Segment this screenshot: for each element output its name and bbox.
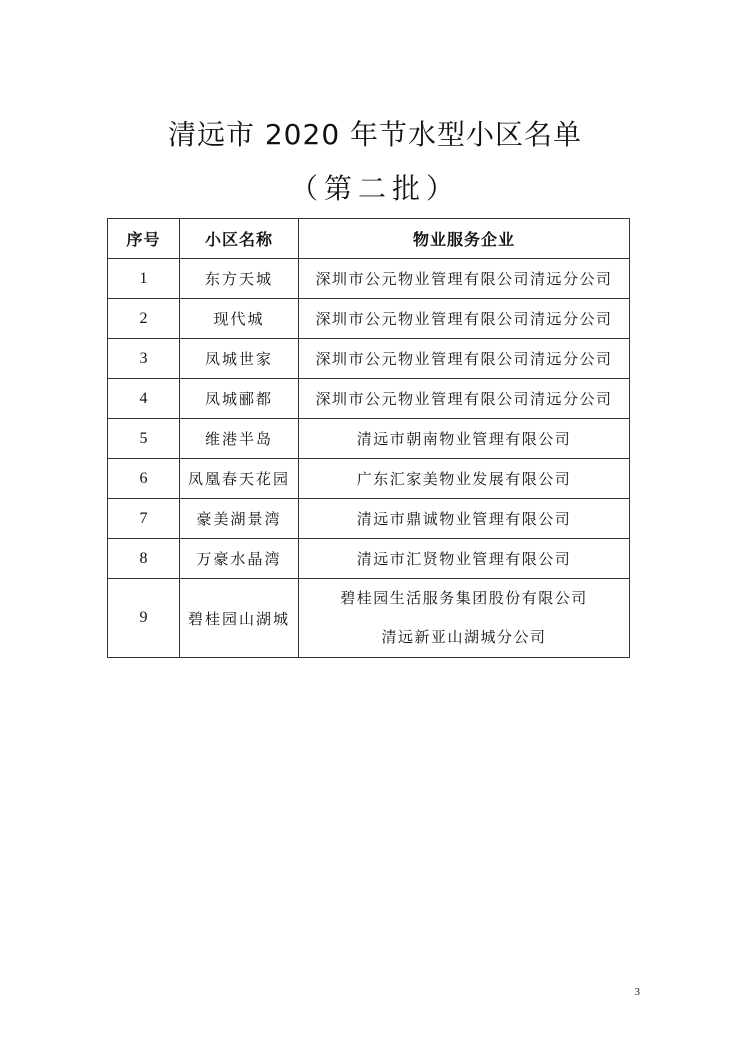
table-row bbox=[108, 259, 630, 299]
row-community-name: 凤城郦都 bbox=[180, 379, 299, 419]
table-row bbox=[108, 339, 630, 379]
header-community-name: 小区名称 bbox=[180, 219, 299, 259]
table-row bbox=[108, 379, 630, 419]
row-serial-number: 4 bbox=[108, 379, 180, 419]
table-row bbox=[108, 579, 630, 658]
header-serial-number: 序号 bbox=[108, 219, 180, 259]
row-community-name: 豪美湖景湾 bbox=[180, 499, 299, 539]
table-row bbox=[108, 459, 630, 499]
page-subtitle: （第二批） bbox=[289, 172, 460, 205]
row-community-name: 凤城世家 bbox=[180, 339, 299, 379]
header-property-company: 物业服务企业 bbox=[299, 219, 630, 259]
row-property-company: 深圳市公元物业管理有限公司清远分公司 bbox=[299, 299, 630, 339]
company-line: 碧桂园生活服务集团股份有限公司 bbox=[340, 589, 588, 607]
row-property-company: 清远市朝南物业管理有限公司 bbox=[299, 419, 630, 459]
row-property-company: 深圳市公元物业管理有限公司清远分公司 bbox=[299, 259, 630, 299]
row-community-name: 万豪水晶湾 bbox=[180, 539, 299, 579]
table-header-row bbox=[108, 219, 630, 259]
row-property-company: 深圳市公元物业管理有限公司清远分公司 bbox=[299, 379, 630, 419]
row-serial-number: 2 bbox=[108, 299, 180, 339]
row-community-name: 现代城 bbox=[180, 299, 299, 339]
table-row bbox=[108, 299, 630, 339]
row-community-name: 碧桂园山湖城 bbox=[180, 579, 299, 658]
row-serial-number: 5 bbox=[108, 419, 180, 459]
table-row bbox=[108, 539, 630, 579]
table-row bbox=[108, 499, 630, 539]
row-property-company: 深圳市公元物业管理有限公司清远分公司 bbox=[299, 339, 630, 379]
row-property-company bbox=[299, 579, 630, 658]
row-serial-number: 9 bbox=[108, 579, 180, 658]
row-community-name: 凤凰春天花园 bbox=[180, 459, 299, 499]
row-serial-number: 8 bbox=[108, 539, 180, 579]
community-table bbox=[107, 218, 630, 658]
page-number: 3 bbox=[634, 986, 640, 998]
page-title: 清远市 2020 年节水型小区名单 bbox=[167, 118, 583, 151]
row-serial-number: 3 bbox=[108, 339, 180, 379]
row-community-name: 维港半岛 bbox=[180, 419, 299, 459]
row-serial-number: 1 bbox=[108, 259, 180, 299]
company-line: 清远新亚山湖城分公司 bbox=[381, 628, 547, 646]
row-serial-number: 7 bbox=[108, 499, 180, 539]
row-property-company: 广东汇家美物业发展有限公司 bbox=[299, 459, 630, 499]
row-property-company: 清远市汇贤物业管理有限公司 bbox=[299, 539, 630, 579]
row-property-company: 清远市鼎诚物业管理有限公司 bbox=[299, 499, 630, 539]
row-community-name: 东方天城 bbox=[180, 259, 299, 299]
table-row bbox=[108, 419, 630, 459]
row-serial-number: 6 bbox=[108, 459, 180, 499]
